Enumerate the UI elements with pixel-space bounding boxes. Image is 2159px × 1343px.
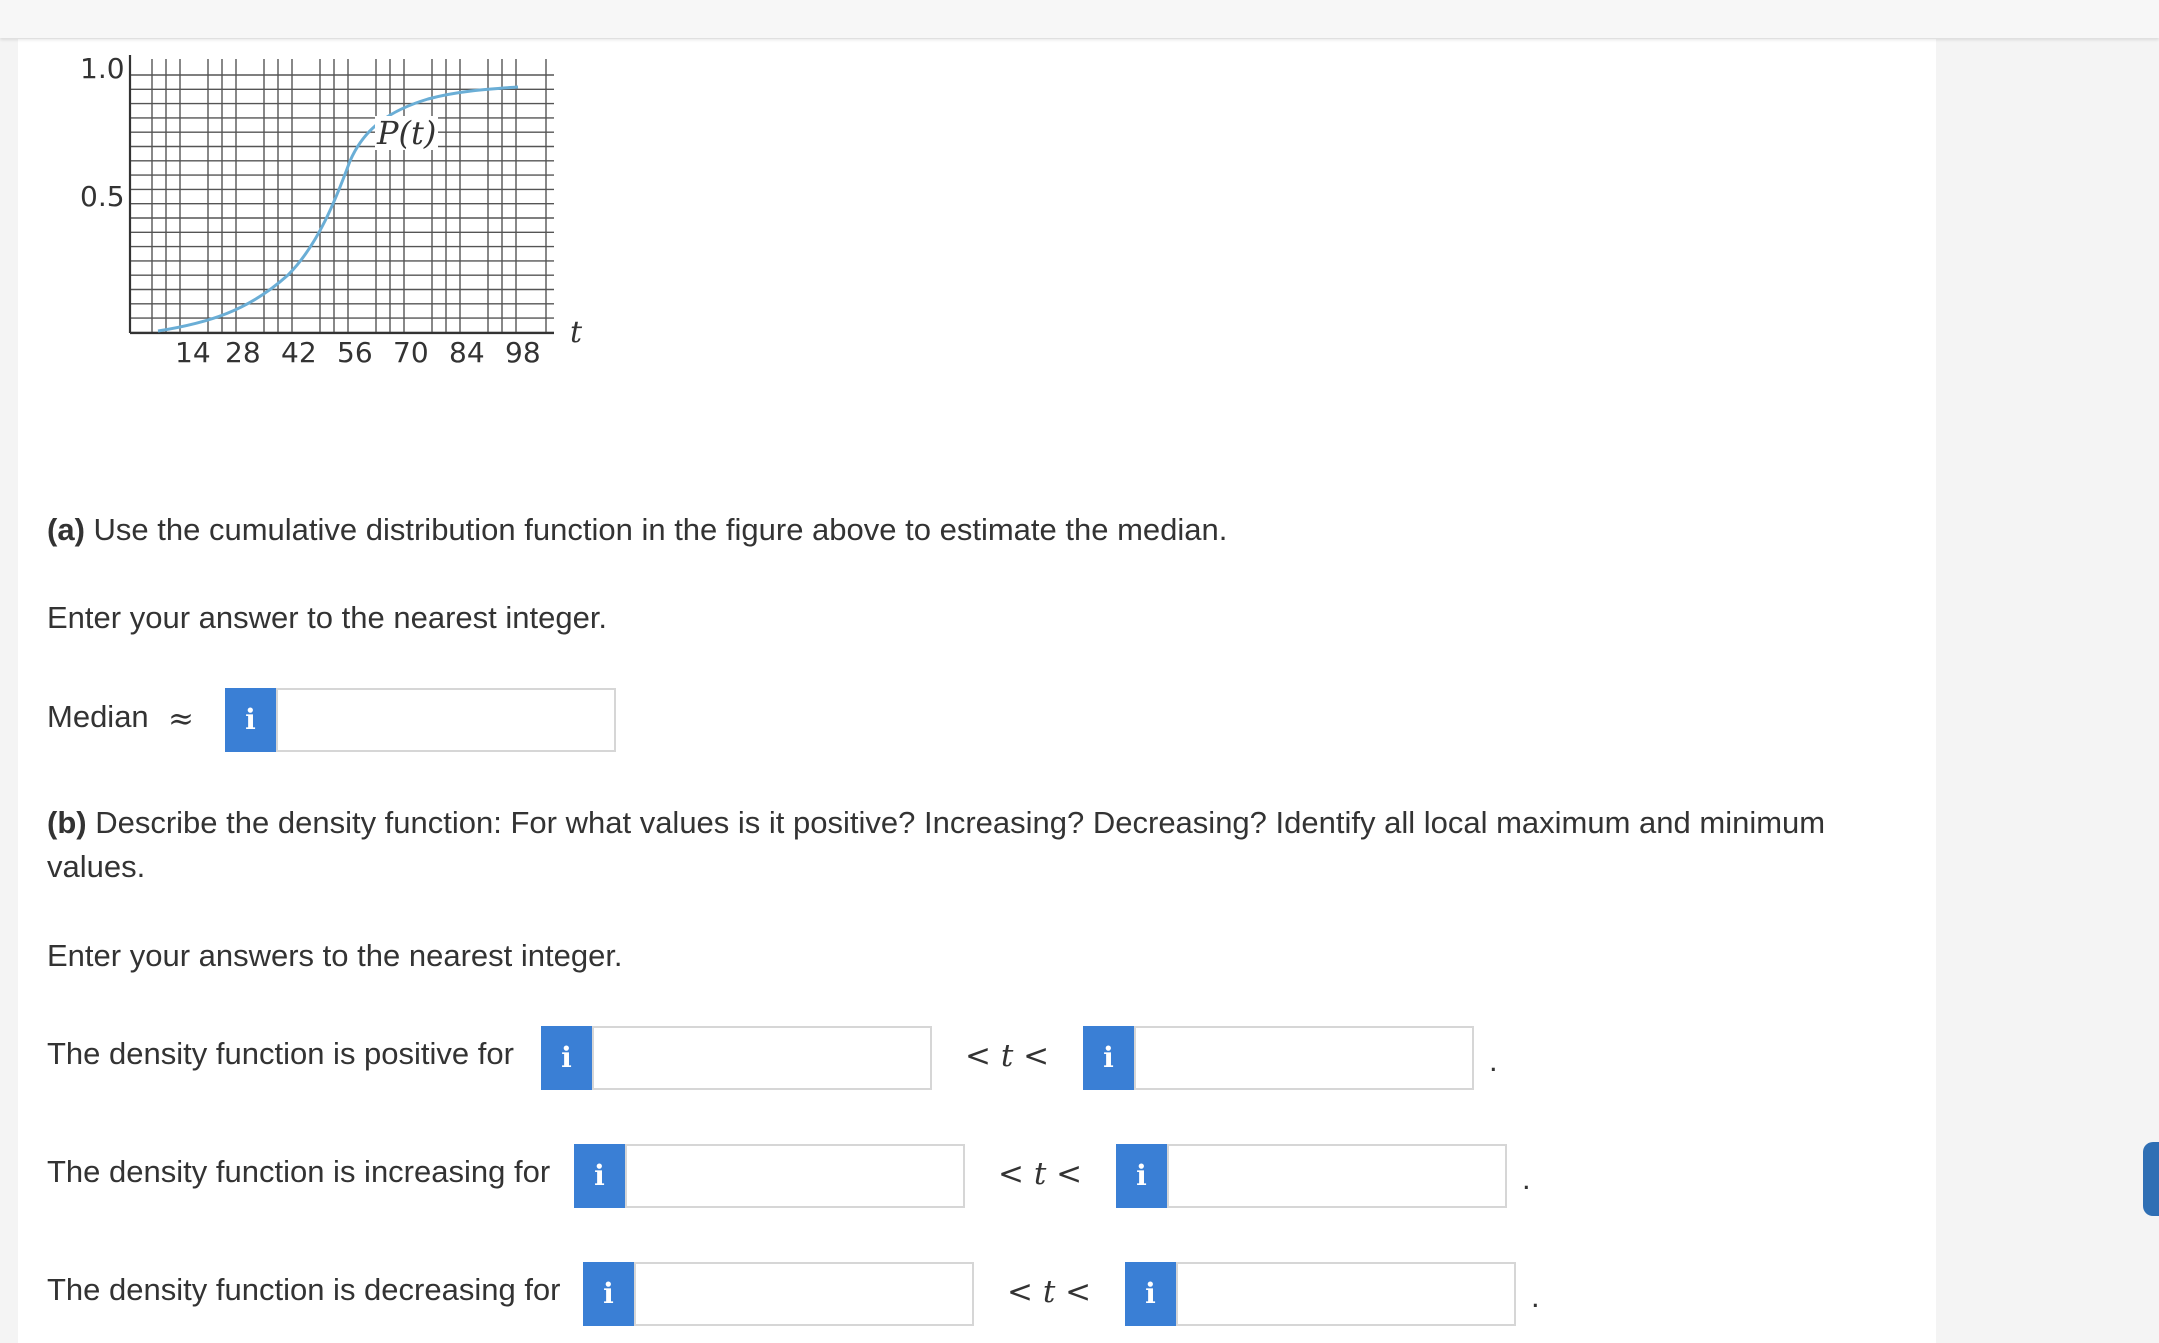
- decreasing-lower-input[interactable]: [634, 1262, 974, 1326]
- positive-lower-input[interactable]: [592, 1026, 932, 1090]
- median-info-button[interactable]: i: [225, 688, 276, 752]
- decreasing-upper-info-button[interactable]: i: [1125, 1262, 1176, 1326]
- part-b-label: (b): [47, 805, 87, 840]
- increasing-lower-input[interactable]: [625, 1144, 965, 1208]
- median-label: Median: [47, 699, 149, 734]
- positive-relation-left: <: [965, 1038, 991, 1074]
- part-a-question-text: Use the cumulative distribution function in the figure above to estimate the median.: [84, 512, 1228, 547]
- part-a-question: [47, 508, 1877, 552]
- increasing-lower-info-button[interactable]: i: [574, 1144, 625, 1208]
- decreasing-upper-input[interactable]: [1176, 1262, 1516, 1326]
- positive-lower-info-button[interactable]: i: [541, 1026, 592, 1090]
- positive-relation-right: <: [1023, 1038, 1050, 1074]
- increasing-relation-left: <: [998, 1156, 1024, 1192]
- positive-variable: t: [1000, 1038, 1014, 1074]
- part-a-label: (a): [47, 512, 85, 547]
- median-answer-input[interactable]: [276, 688, 616, 752]
- curve-label: P(t): [377, 114, 437, 152]
- increasing-relation-right: <: [1056, 1156, 1083, 1192]
- positive-row-label: The density function is positive for: [47, 1036, 514, 1071]
- positive-period: .: [1489, 1043, 1498, 1078]
- y-tick-0-5: 0.5: [80, 180, 125, 213]
- increasing-upper-info-button[interactable]: i: [1116, 1144, 1167, 1208]
- cdf-graph: [18, 39, 718, 439]
- positive-upper-info-button[interactable]: i: [1083, 1026, 1134, 1090]
- decreasing-period: .: [1531, 1279, 1540, 1314]
- decreasing-relation-right: <: [1065, 1274, 1092, 1310]
- increasing-upper-input[interactable]: [1167, 1144, 1507, 1208]
- decreasing-lower-info-button[interactable]: i: [583, 1262, 634, 1326]
- part-b-question-text: Describe the density function: For what values is it positive? Increasing? Decreasing? Identify all local maximum and minimum values.: [47, 805, 1826, 884]
- cdf-figure: [18, 39, 718, 439]
- decreasing-variable: t: [1042, 1274, 1056, 1310]
- approx-symbol: ≈: [168, 701, 194, 737]
- increasing-inequality: [998, 1154, 1082, 1194]
- part-b-question: [47, 801, 1877, 889]
- cdf-curve: [158, 87, 518, 331]
- x-tick-56: 56: [337, 336, 373, 369]
- part-b-instruction: Enter your answers to the nearest integer.: [47, 938, 623, 973]
- x-tick-28: 28: [225, 336, 261, 369]
- decreasing-row-label: The density function is decreasing for: [47, 1272, 561, 1307]
- y-tick-1-0: 1.0: [80, 52, 125, 85]
- increasing-variable: t: [1033, 1156, 1047, 1192]
- x-tick-84: 84: [449, 336, 485, 369]
- decreasing-relation-left: <: [1007, 1274, 1033, 1310]
- positive-upper-input[interactable]: [1134, 1026, 1474, 1090]
- increasing-period: .: [1522, 1161, 1531, 1196]
- x-tick-98: 98: [505, 336, 541, 369]
- positive-inequality: [965, 1036, 1049, 1076]
- decreasing-inequality: [1007, 1272, 1091, 1312]
- x-tick-42: 42: [281, 336, 317, 369]
- part-a-instruction: Enter your answer to the nearest integer.: [47, 600, 608, 635]
- side-panel-tab[interactable]: [2143, 1142, 2159, 1216]
- x-axis-label: t: [570, 315, 583, 350]
- increasing-row-label: The density function is increasing for: [47, 1154, 551, 1189]
- question-content: [18, 39, 1936, 1343]
- x-tick-14: 14: [175, 336, 211, 369]
- x-tick-70: 70: [393, 336, 429, 369]
- top-toolbar: [0, 0, 2159, 38]
